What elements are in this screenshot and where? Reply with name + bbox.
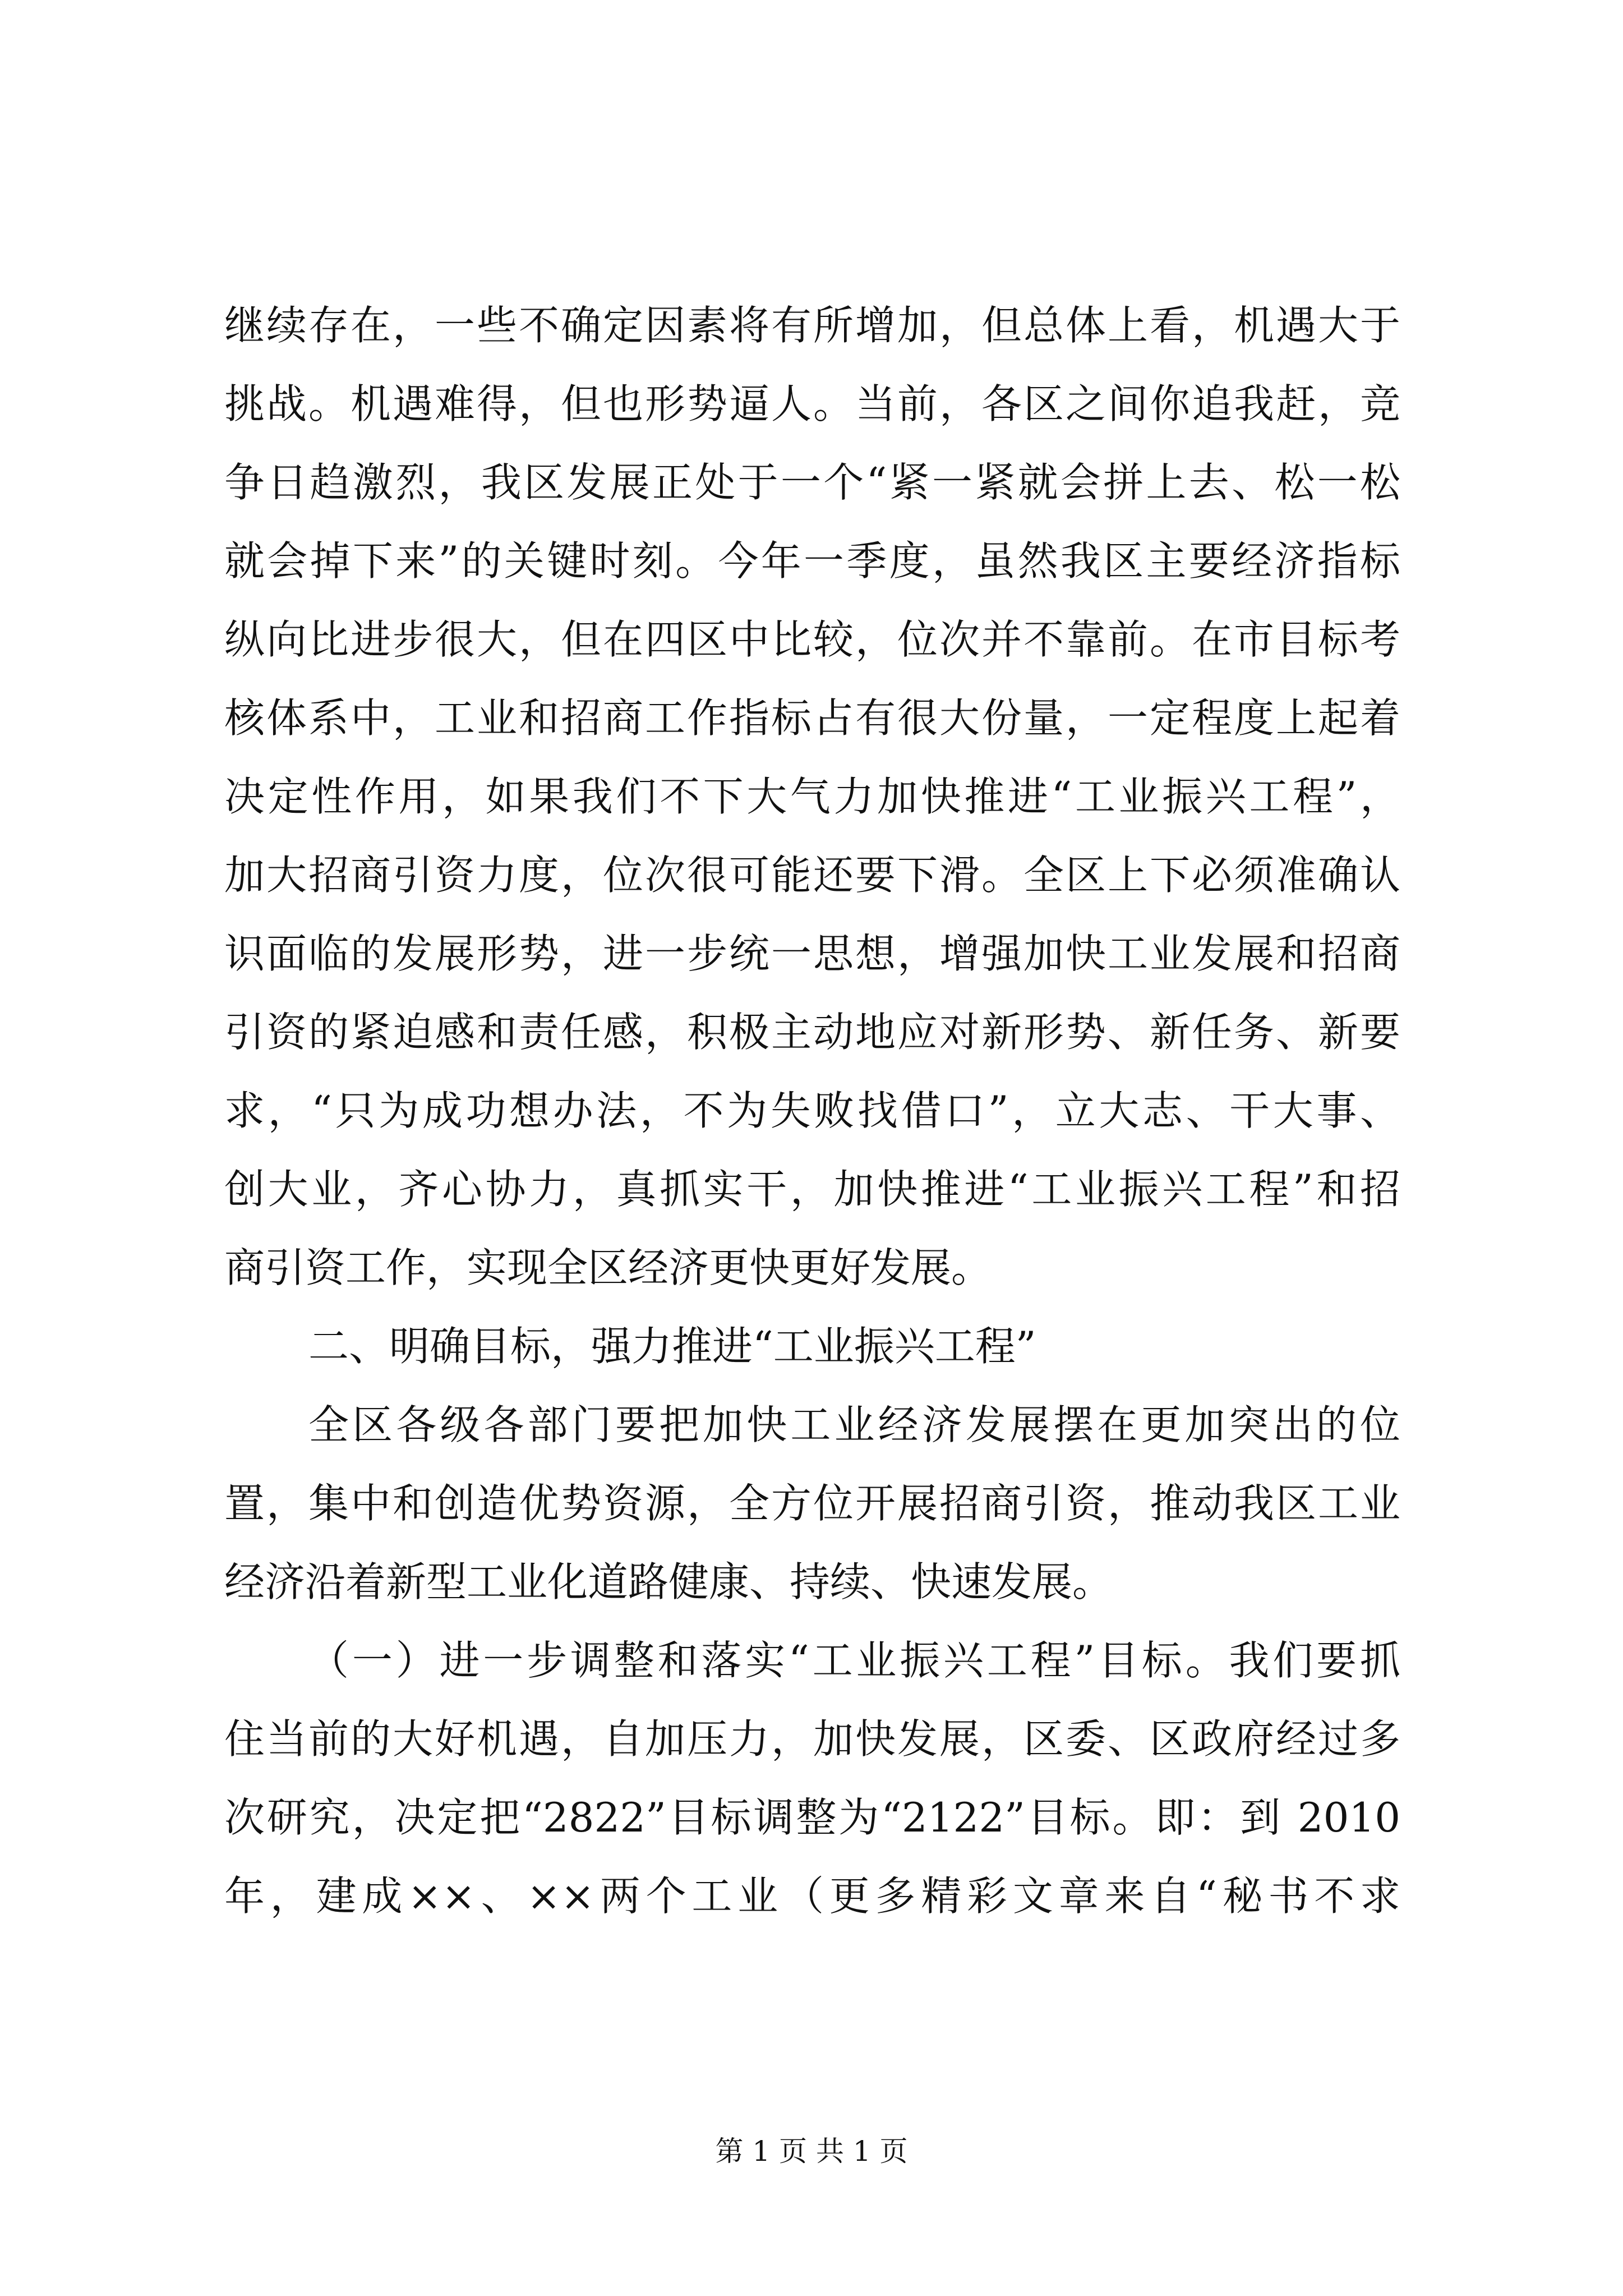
line-text: 住当前的大好机遇，自加压力，加快发展，区委、区政府经过多 [224, 1715, 1400, 1763]
text-line [0, 993, 1623, 1071]
line-text: 识面临的发展形势，进一步统一思想，增强加快工业发展和招商 [224, 930, 1400, 977]
text-line [0, 1857, 1623, 1935]
text-line [0, 286, 1623, 365]
line-text: 争日趋激烈，我区发展正处于一个“紧一紧就会拼上去、松一松 [224, 459, 1400, 506]
text-line [0, 1543, 1623, 1621]
text-line [0, 914, 1623, 993]
line-text: 挑战。机遇难得，但也形势逼人。当前，各区之间你追我赶，竞 [224, 380, 1400, 427]
text-line [0, 1228, 1623, 1307]
text-line [0, 679, 1623, 757]
line-text: 商引资工作，实现全区经济更快更好发展。 [224, 1244, 992, 1291]
line-text: 继续存在，一些不确定因素将有所增加，但总体上看，机遇大于 [224, 302, 1400, 349]
text-line [0, 1386, 1623, 1464]
text-line [0, 443, 1623, 522]
text-line [0, 1778, 1623, 1857]
text-line [0, 600, 1623, 679]
line-text: 核体系中，工业和招商工作指标占有很大份量，一定程度上起着 [224, 694, 1400, 742]
line-text: 纵向比进步很大，但在四区中比较，位次并不靠前。在市目标考 [224, 616, 1400, 663]
text-line [0, 836, 1623, 914]
line-text: 决定性作用，如果我们不下大气力加快推进“工业振兴工程”， [224, 773, 1400, 820]
text-line [0, 1071, 1623, 1150]
line-text: 年，建成××、××两个工业（更多精彩文章来自“秘书不求 [224, 1872, 1400, 1920]
page-footer: 第 1 页 共 1 页 [715, 2135, 908, 2168]
text-line [0, 757, 1623, 836]
line-text: 就会掉下来”的关键时刻。今年一季度，虽然我区主要经济指标 [224, 537, 1400, 585]
text-line [0, 1621, 1623, 1700]
text-line [0, 1150, 1623, 1228]
section-heading [0, 1307, 1623, 1386]
text-line [0, 522, 1623, 600]
line-text: 次研究，决定把“2822”目标调整为“2122”目标。即：到 2010 [224, 1794, 1400, 1841]
line-text: 经济沿着新型工业化道路健康、持续、快速发展。 [224, 1558, 1113, 1605]
line-text: 置，集中和创造优势资源，全方位开展招商引资，推动我区工业 [224, 1480, 1400, 1527]
line-text: 引资的紧迫感和责任感，积极主动地应对新形势、新任务、新要 [224, 1009, 1400, 1056]
line-text: （一）进一步调整和落实“工业振兴工程”目标。我们要抓 [308, 1637, 1400, 1684]
text-line [0, 1700, 1623, 1778]
text-line [0, 1464, 1623, 1543]
line-text: 创大业，齐心协力，真抓实干，加快推进“工业振兴工程”和招 [224, 1166, 1400, 1213]
line-text: 求，“只为成功想办法，不为失败找借口”，立大志、干大事、 [224, 1087, 1400, 1134]
line-text: 全区各级各部门要把加快工业经济发展摆在更加突出的位 [308, 1401, 1400, 1448]
heading-text: 二、明确目标，强力推进“工业振兴工程” [308, 1323, 1036, 1370]
text-line [0, 365, 1623, 443]
line-text: 加大招商引资力度，位次很可能还要下滑。全区上下必须准确认 [224, 852, 1400, 899]
